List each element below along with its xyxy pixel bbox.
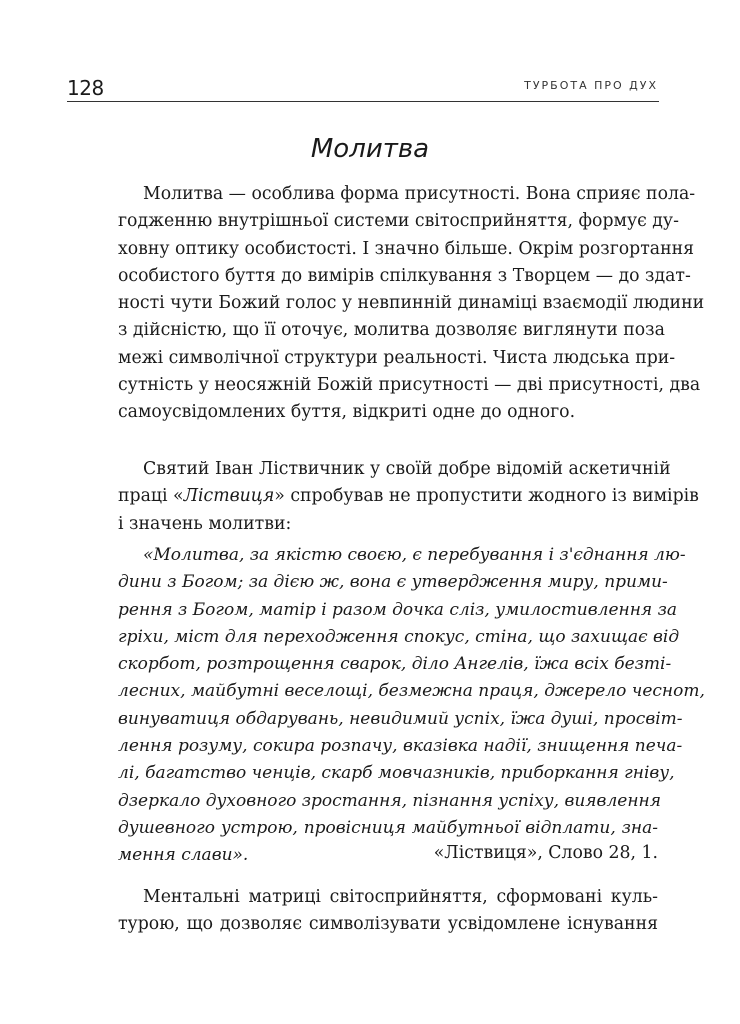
text-span: » спробував не пропустити жодного із вимірів (274, 486, 699, 507)
running-head: ТУРБОТА ПРО ДУХ (524, 79, 658, 92)
text-line: «Молитва, за якістю своєю, є перебування і з'єднання лю- (143, 545, 686, 565)
book-title: Ліствиця (183, 486, 275, 507)
quote-block (118, 542, 705, 870)
text-line: лення розуму, сокира розпачу, вказівка надії, знищення печа- (118, 736, 683, 757)
page-number: 128 (67, 76, 104, 100)
text-line: з дійсністю, що її оточує, молитва дозволяє виглянути поза (118, 320, 665, 341)
text-span: праці « (118, 486, 184, 507)
paragraph-3 (118, 884, 658, 939)
text-line: сутність у неосяжній Божій присутності — дві присутності, два (118, 375, 701, 396)
text-line: межі символічної структури реальності. Чиста людська при- (118, 347, 676, 368)
text-line: самоусвідомлених буття, відкриті одне до одного. (118, 402, 576, 423)
paragraph-1 (118, 181, 705, 427)
text-line: скорбот, розтрощення сварок, діло Ангелів, їжа всіх безті- (118, 654, 672, 675)
text-line: винуватиця обдарувань, невидимий успіх, їжа душі, просвіт- (118, 708, 683, 729)
text-line: душевного устрою, провісниця майбутньої відплати, зна- (118, 817, 658, 838)
paragraph-2 (118, 456, 699, 538)
citation: «Ліствиця», Слово 28, 1. (433, 843, 658, 863)
text-line: лесних, майбутні веселощі, безмежна праця, джерело чеснот, (118, 681, 705, 702)
text-line: Ментальні матриці світосприйняття, сформовані куль- (143, 887, 658, 907)
text-line: особистого буття до вимірів спілкування з Творцем — до здат- (118, 265, 691, 286)
text-line: годженню внутрішньої системи світосприйняття, формує ду- (118, 211, 679, 232)
text-line: і значень молитви: (118, 513, 292, 534)
text-line: ховну оптику особистості. І значно більше. Окрім розгортання (118, 238, 695, 259)
text-line: дзеркало духовного зростання, пізнання успіху, виявлення (118, 790, 661, 811)
text-line: ності чути Божий голос у невпинній динаміці взаємодії людини (118, 293, 705, 314)
section-title: Молитва (310, 134, 430, 164)
text-line: рення з Богом, матір і разом дочка сліз, умилостивлення за (118, 599, 677, 620)
text-line: дини з Богом; за дією ж, вона є утвердження миру, прими- (118, 572, 668, 593)
header-rule (67, 101, 659, 102)
text-line: гріхи, міст для переходження спокус, стіна, що захищає від (118, 626, 680, 647)
text-line: мення слави». (118, 845, 249, 866)
text-line: турою, що дозволяє символізувати усвідомлене існування (118, 914, 658, 935)
text-line: Святий Іван Ліствичник у своїй добре відомій аскетичній (143, 459, 671, 479)
text-line (118, 483, 699, 510)
text-line: лі, багатство ченців, скарб мовчазників, приборкання гніву, (118, 763, 675, 784)
text-line: Молитва — особлива форма присутності. Вона сприяє пола- (143, 184, 696, 204)
